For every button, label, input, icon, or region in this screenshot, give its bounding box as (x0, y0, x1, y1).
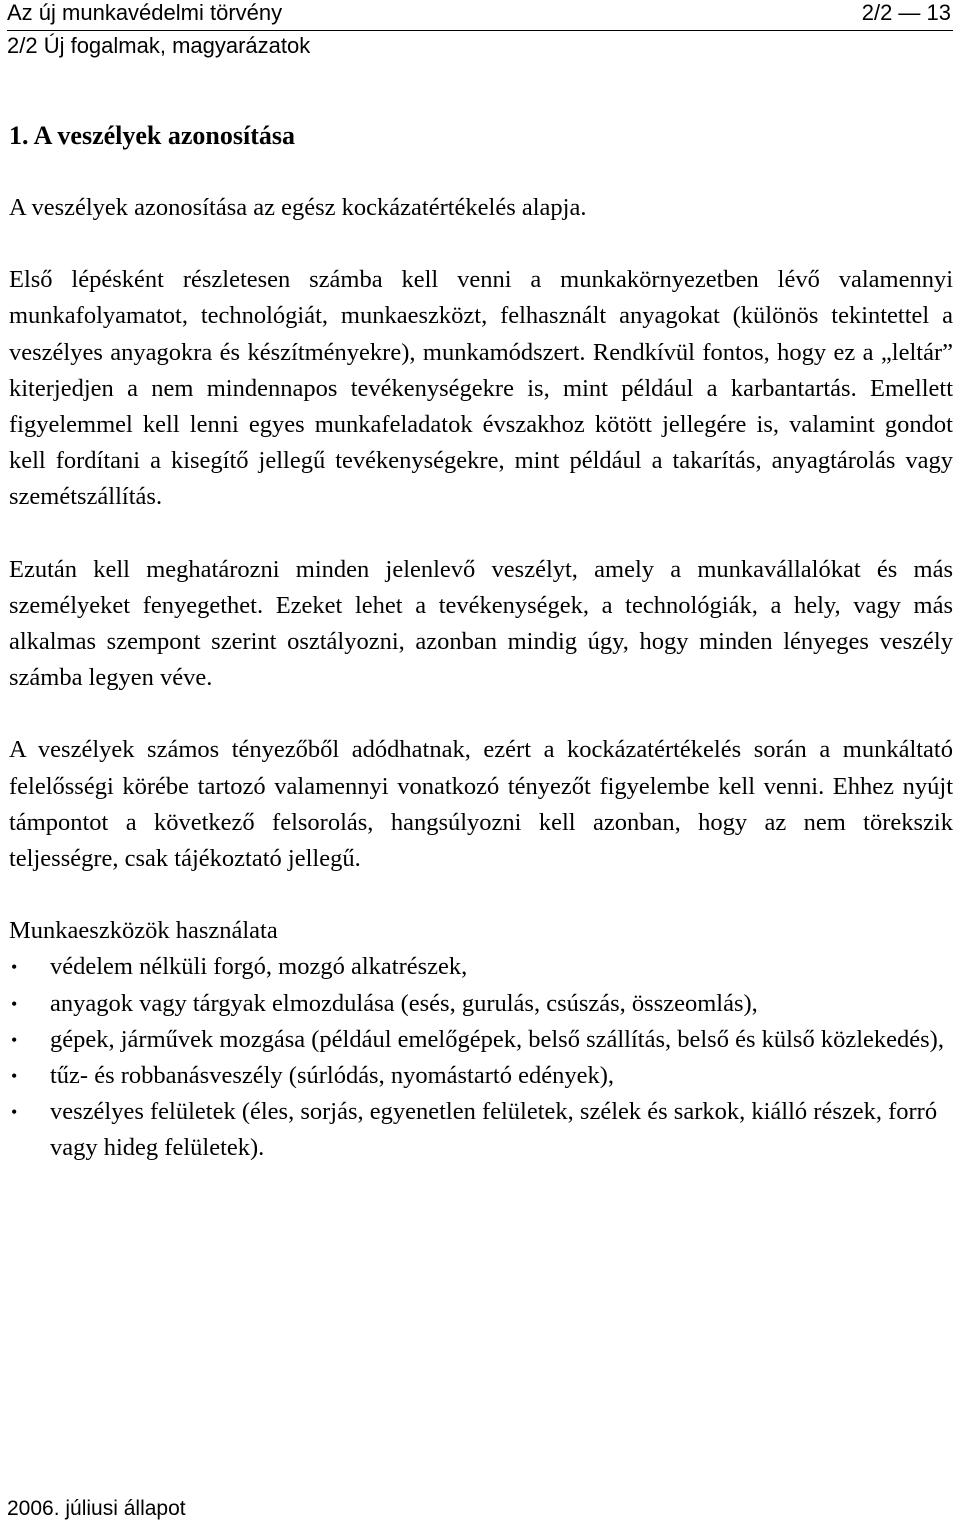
chapter-subtitle: 2/2 Új fogalmak, magyarázatok (7, 33, 311, 58)
footer-date: 2006. júliusi állapot (7, 1497, 186, 1520)
paragraph-2: Ezután kell meghatározni minden jelenlevő veszélyt, amely a munkavállalókat és más személyeket fenyegethet. Ezeket lehet a tevékenységek, a technológiák, a hely, vagy más alkalmas szempont szerint osztályozni, azonban mindig úgy, hogy minden lényeges veszély számba legyen véve. (9, 555, 953, 692)
section-heading: 1. A veszélyek azonosítása (9, 121, 295, 150)
list-item-text: tűz- és robbanásveszély (súrlódás, nyomástartó edények), (50, 1062, 614, 1090)
list-item (9, 986, 953, 1022)
list-item (9, 1022, 953, 1058)
running-header (7, 0, 953, 31)
bullet-icon: • (11, 993, 18, 1014)
list-item-text: gépek, járművek mozgása (például emelőgépek, belső szállítás, belső és külső közlekedés), (50, 1025, 944, 1053)
list-item-text: veszélyes felületek (éles, sorjás, egyenetlen felületek, szélek és sarkok, kiálló részek, forró vagy hideg felületek). (50, 1098, 938, 1162)
bullet-icon: • (11, 1066, 18, 1087)
list-heading: Munkaeszközök használata (9, 917, 278, 945)
list-item (9, 1058, 953, 1094)
list-item (9, 1094, 953, 1166)
paragraph-1: Első lépésként részletesen számba kell venni a munkakörnyezetben lévő valamennyi munkafolyamatot, technológiát, munkaeszközt, felhasznált anyagokat (különös tekintettel a veszélyes anyagokra és készítményekre), munkamódszert. Rendkívül fontos, hogy ez a „leltár” kiterjedjen a nem mindennapos tevékenységekre is, mint például a karbantartás. Emellett figyelemmel kell lenni egyes munkafeladatok évszakhoz kötött jellegére is, valamint gondot kell fordítani a kisegítő jellegű tevékenységekre, mint például a takarítás, anyagtárolás vagy szemétszállítás. (9, 266, 953, 511)
hazard-list (9, 949, 953, 1166)
page-number: 2/2 — 13 (861, 0, 951, 25)
lead-sentence: A veszélyek azonosítása az egész kockázatértékelés alapja. (9, 194, 587, 221)
page-body (9, 118, 953, 1167)
paragraph-3: A veszélyek számos tényezőből adódhatnak, ezért a kockázatértékelés során a munkáltató felelősségi körébe tartozó valamennyi vonatkozó tényezőt figyelembe kell venni. Ehhez nyújt támpontot a következő felsorolás, hangsúlyozni kell azonban, hogy az nem törekszik teljességre, csak tájékoztató jellegű. (9, 736, 953, 873)
bullet-icon: • (11, 1102, 18, 1123)
list-item (9, 949, 953, 985)
list-item-text: védelem nélküli forgó, mozgó alkatrészek, (50, 953, 468, 981)
document-title: Az új munkavédelmi törvény (7, 0, 283, 25)
bullet-icon: • (11, 1029, 18, 1050)
bullet-icon: • (11, 957, 18, 978)
list-item-text: anyagok vagy tárgyak elmozdulása (esés, gurulás, csúszás, összeomlás), (50, 989, 758, 1017)
